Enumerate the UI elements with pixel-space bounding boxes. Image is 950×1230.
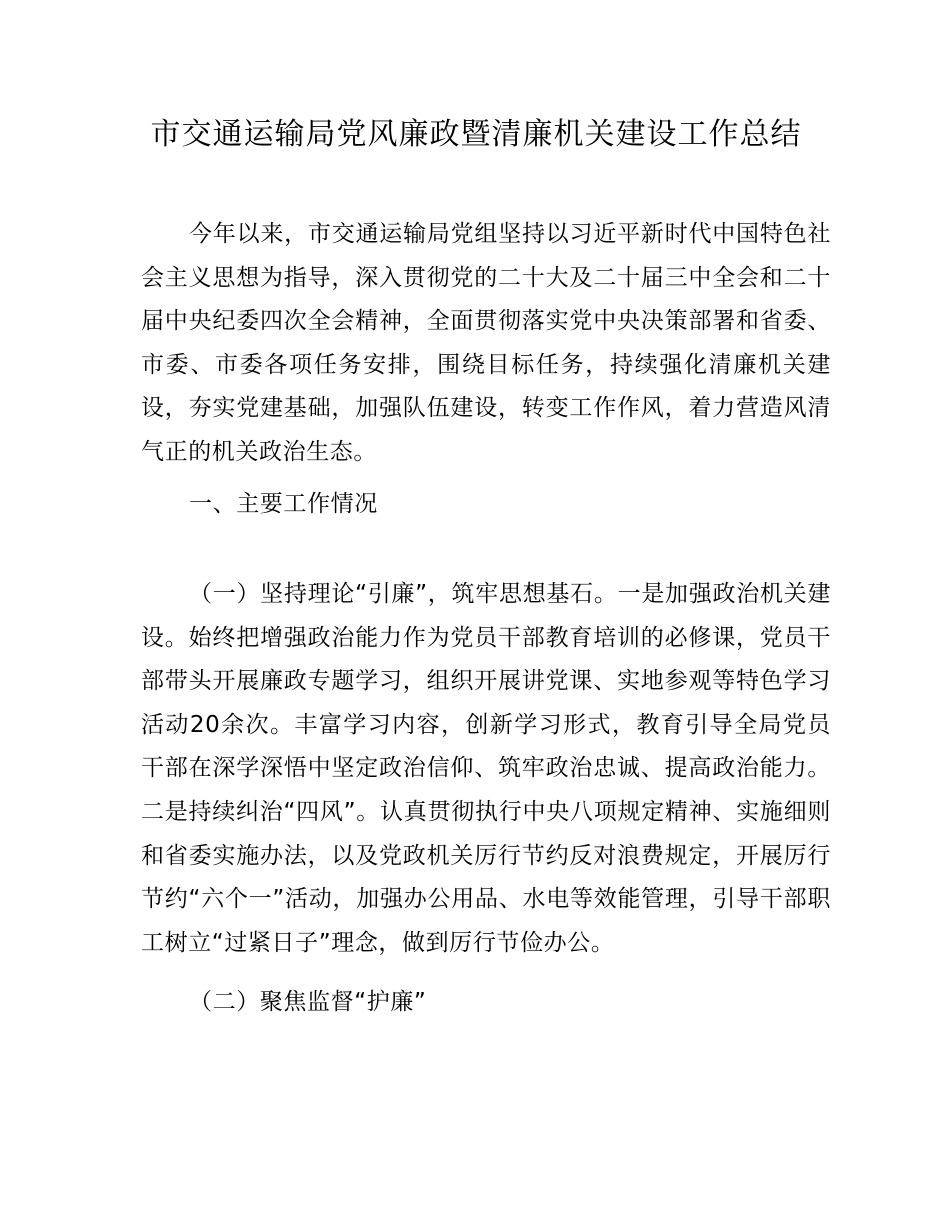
- intro-paragraph: 今年以来，市交通运输局党组坚持以习近平新时代中国特色社会主义思想为指导，深入贯彻党的二十大及二十届三中全会和二十届中央纪委四次全会精神，全面贯彻落实党中央决策部署和省委、市委、市委各项任务安排，围绕目标任务，持续强化清廉机关建设，夯实党建基础，加强队伍建设，转变工作作风，着力营造风清气正的机关政治生态。: [141, 221, 831, 465]
- section-heading-main-work: 一、主要工作情况: [189, 491, 378, 517]
- subsection-paragraph-theory: （一）坚持理论“引廉”，筑牢思想基石。一是加强政治机关建设。始终把增强政治能力作为党员干部教育培训的必修课，党员干部带头开展廉政专题学习，组织开展讲党课、实地参观等特色学习活动20余次。丰富学习内容，创新学习形式，教育引导全局党员干部在深学深悟中坚定政治信仰、筑牢政治忠诚、提高政治能力。二是持续纠治“四风”。认真贯彻执行中央八项规定精神、实施细则和省委实施办法，以及党政机关厉行节约反对浪费规定，开展厉行节约“六个一”活动，加强办公用品、水电等效能管理，引导干部职工树立“过紧日子”理念，做到厉行节俭办公。: [141, 581, 831, 956]
- document-title: 市交通运输局党风廉政暨清廉机关建设工作总结: [150, 117, 802, 152]
- subsection-heading-supervision: （二）聚焦监督“护廉”: [189, 989, 427, 1015]
